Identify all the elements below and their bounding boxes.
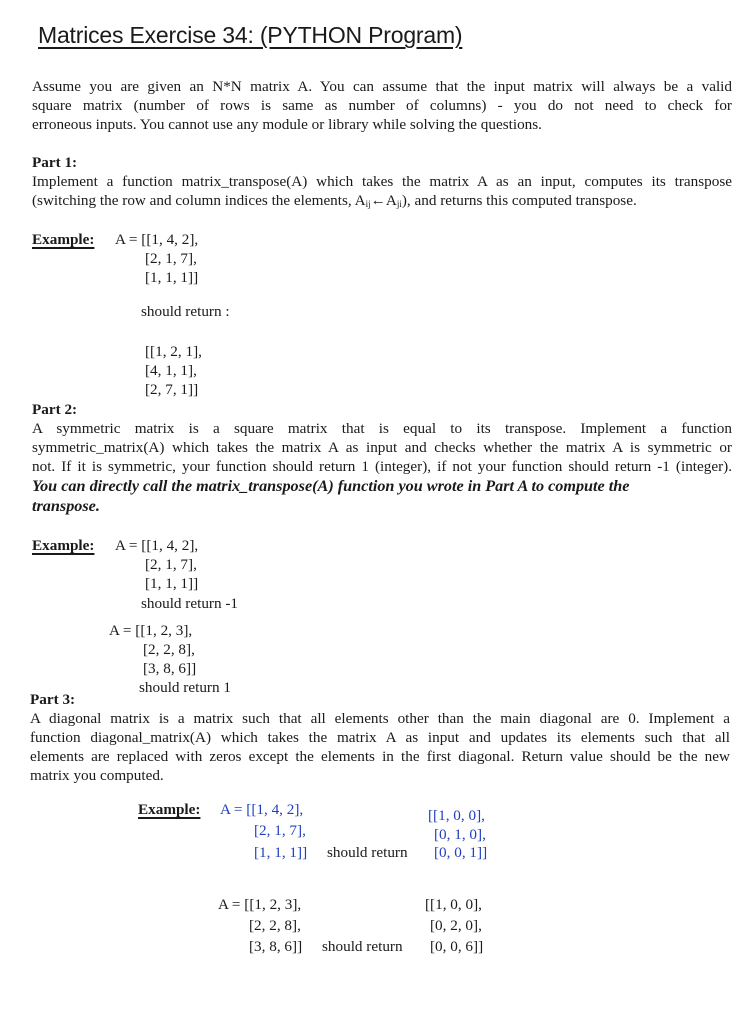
matrix-row: [2, 1, 7],: [145, 250, 197, 267]
matrix-row: [1, 1, 1]]: [145, 269, 199, 286]
part3-line: elements are replaced with zeros except the elements in the first diagonal. Return value should be the new: [30, 748, 730, 765]
part1-paragraph: [32, 172, 732, 214]
part3-example-label: Example:: [138, 801, 201, 818]
matrix-row: [3, 8, 6]]: [143, 660, 197, 677]
matrix-row: [4, 1, 1],: [145, 362, 197, 379]
matrix-row: A = [[1, 4, 2],: [220, 801, 304, 818]
matrix-row: A = [[1, 4, 2],: [115, 537, 199, 554]
intro-line: square matrix (number of rows is same as number of columns) - you do not need to check for: [32, 97, 732, 114]
part2-emphasis: You can directly call the matrix_transpose(A) function you wrote in Part A to compute the: [32, 477, 630, 495]
matrix-row: [2, 1, 7],: [145, 556, 197, 573]
matrix-row: [2, 7, 1]]: [145, 381, 199, 398]
matrix-row: [[1, 2, 1],: [145, 343, 202, 360]
matrix-row: A = [[1, 2, 3],: [218, 896, 302, 913]
intro-line: Assume you are given an N*N matrix A. You can assume that the input matrix will always be a valid: [32, 78, 732, 95]
part1-heading: Part 1:: [32, 154, 78, 171]
part3-line: matrix you computed.: [30, 767, 164, 784]
matrix-row: A = [[1, 4, 2],: [115, 231, 199, 248]
should-return-text: should return: [322, 938, 403, 955]
part3-line: A diagonal matrix is a matrix such that all elements other than the main diagonal are 0. Implement a: [30, 710, 730, 727]
matrix-row: [1, 1, 1]]: [145, 575, 199, 592]
part2-emphasis: transpose.: [32, 497, 100, 515]
page-title: Matrices Exercise 34: (PYTHON Program): [38, 22, 463, 48]
should-return-text: should return 1: [139, 679, 231, 696]
part3-line: function diagonal_matrix(A) which takes the matrix A as input and updates its elements such that all: [30, 729, 730, 746]
matrix-row: [[1, 0, 0],: [428, 807, 485, 824]
part1-line: (switching the row and column indices the elements, $A_{ij}\leftarrow A_{ji}$), and returns this computed transpose.: [32, 192, 637, 209]
matrix-row: [2, 1, 7],: [254, 822, 306, 839]
matrix-row: [3, 8, 6]]: [249, 938, 303, 955]
part1-line: Implement a function matrix_transpose(A) which takes the matrix A as an input, computes its transpose: [32, 173, 732, 190]
part3-paragraph: [30, 709, 730, 785]
matrix-row: [1, 1, 1]]: [254, 844, 308, 861]
matrix-row: [0, 1, 0],: [434, 826, 486, 843]
matrix-row: [2, 2, 8],: [249, 917, 301, 934]
matrix-row: [2, 2, 8],: [143, 641, 195, 658]
intro-line: erroneous inputs. You cannot use any module or library while solving the questions.: [32, 116, 542, 133]
matrix-row: A = [[1, 2, 3],: [109, 622, 193, 639]
part2-paragraph: [32, 419, 732, 476]
intro-paragraph: [32, 77, 732, 134]
part2-line: A symmetric matrix is a square matrix that is equal to its transpose. Implement a function: [32, 420, 732, 437]
should-return-text: should return: [327, 844, 408, 861]
part2-heading: Part 2:: [32, 401, 78, 418]
matrix-row: [[1, 0, 0],: [425, 896, 482, 913]
matrix-row: [0, 0, 1]]: [434, 844, 488, 861]
part1-example-label: Example:: [32, 231, 95, 248]
matrix-row: [0, 0, 6]]: [430, 938, 484, 955]
part2-line: not. If it is symmetric, your function should return 1 (integer), if not your function should return -1 (integer).: [32, 458, 732, 475]
should-return-text: should return :: [141, 303, 230, 320]
matrix-row: [0, 2, 0],: [430, 917, 482, 934]
part2-line: symmetric_matrix(A) which takes the matrix A as input and checks whether the matrix A is symmetric or: [32, 439, 732, 456]
part3-heading: Part 3:: [30, 691, 76, 708]
should-return-text: should return -1: [141, 595, 239, 612]
part2-example-label: Example:: [32, 537, 95, 554]
